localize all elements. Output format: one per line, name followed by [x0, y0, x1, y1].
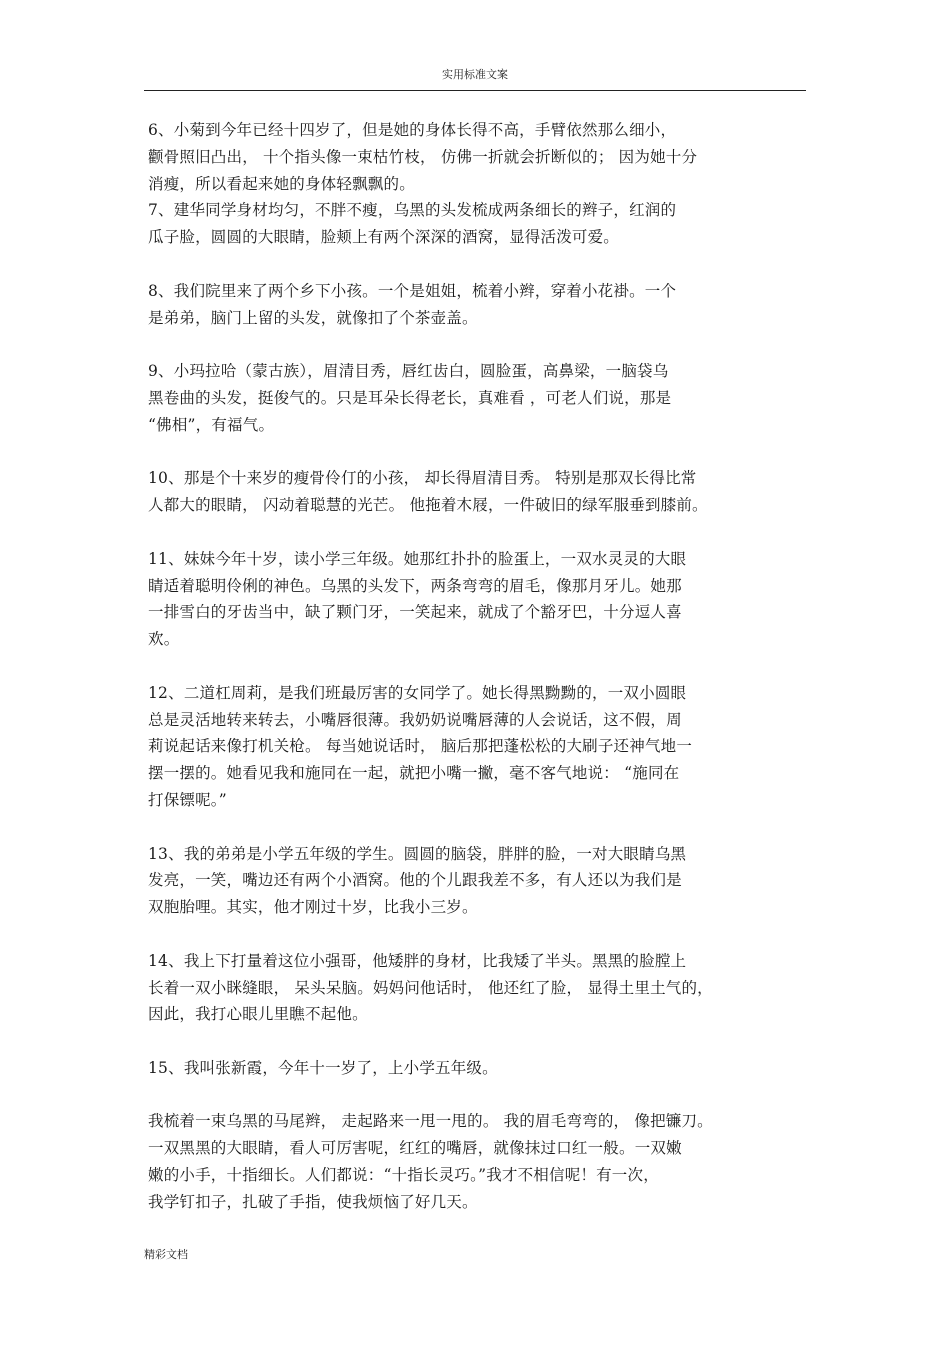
paragraph-line: 8、我们院里来了两个乡下小孩。一个是姐姐，梳着小辫，穿着小花褂。一个 [148, 281, 677, 300]
paragraph-line: 瓜子脸，圆圆的大眼睛，脸颊上有两个深深的酒窝，显得活泼可爱。 [148, 228, 620, 247]
paragraph [148, 546, 798, 653]
paragraph-line: 一排雪白的牙齿当中，缺了颗门牙，一笑起来，就成了个豁牙巴，十分逗人喜 [148, 603, 682, 622]
paragraph-line: 睛适着聪明伶俐的神色。乌黑的头发下，两条弯弯的眉毛，像那月牙儿。她那 [148, 576, 682, 595]
paragraph-spacer [148, 921, 798, 948]
paragraph-line: 莉说起话来像打机关枪。 每当她说话时， 脑后那把蓬松松的大刷子还神气地一 [148, 737, 693, 756]
paragraph-line: 是弟弟，脑门上留的头发，就像扣了个茶壶盖。 [148, 308, 478, 327]
paragraph-line: 发亮，一笑，嘴边还有两个小酒窝。他的个儿跟我差不多，有人还以为我们是 [148, 871, 682, 890]
paragraph [148, 197, 798, 251]
paragraph-line: 一双黑黑的大眼睛，看人可厉害呢，红红的嘴唇，就像抹过口红一般。一双嫩 [148, 1139, 682, 1158]
paragraph-line: 我学钉扣子，扎破了手指，使我烦恼了好几天。 [148, 1192, 478, 1211]
paragraph [148, 278, 798, 332]
paragraph-line: 15、我叫张新霞，今年十一岁了，上小学五年级。 [148, 1058, 498, 1077]
paragraph-line: 9、小玛拉哈（蒙古族），眉清目秀，唇红齿白，圆脸蛋，高鼻梁，一脑袋乌 [148, 362, 669, 381]
paragraph [148, 1055, 798, 1082]
paragraph-line: 颧骨照旧凸出， 十个指头像一束枯竹枝， 仿佛一折就会折断似的； 因为她十分 [148, 147, 698, 166]
paragraph-spacer [148, 814, 798, 841]
paragraph-line: 打保镖呢。” [148, 790, 227, 809]
paragraph [148, 841, 798, 921]
paragraph-line: 欢。 [148, 630, 180, 649]
paragraph-line: 10、那是个十来岁的瘦骨伶仃的小孩， 却长得眉清目秀。 特别是那双长得比常 [148, 469, 697, 488]
paragraph-spacer [148, 519, 798, 546]
paragraph [148, 948, 798, 1028]
paragraph-line: 消瘦，所以看起来她的身体轻飘飘的。 [148, 174, 415, 193]
page-header: 实用标准文案 [442, 68, 508, 81]
paragraph-spacer [148, 653, 798, 680]
paragraph-line: 13、我的弟弟是小学五年级的学生。圆圆的脑袋，胖胖的脸，一对大眼睛乌黑 [148, 844, 687, 863]
paragraph-line: 双胞胎哩。其实，他才刚过十岁，比我小三岁。 [148, 898, 478, 917]
paragraph-line: 嫩的小手，十指细长。人们都说：“十指长灵巧。”我才不相信呢！有一次， [148, 1166, 659, 1185]
paragraph-line: 12、二道杠周莉，是我们班最厉害的女同学了。她长得黑黝黝的，一双小圆眼 [148, 683, 687, 702]
paragraph-line: 11、妹妹今年十岁，读小学三年级。她那红扑扑的脸蛋上，一双水灵灵的大眼 [148, 549, 687, 568]
paragraph-spacer [148, 1028, 798, 1055]
paragraph [148, 1108, 798, 1215]
paragraph [148, 465, 798, 519]
paragraph-line: 我梳着一束乌黑的马尾辫， 走起路来一甩一甩的。 我的眉毛弯弯的， 像把镰刀。 [148, 1112, 713, 1131]
paragraph [148, 358, 798, 438]
paragraph-spacer [148, 1082, 798, 1109]
paragraph-line: 14、我上下打量着这位小强哥，他矮胖的身材，比我矮了半头。黑黑的脸膛上 [148, 951, 687, 970]
paragraph-line: 黑卷曲的头发，挺俊气的。只是耳朵长得老长，真难看 ，可老人们说，那是 [148, 388, 672, 407]
paragraph [148, 680, 798, 814]
header-rule [144, 90, 806, 91]
paragraph-line: “佛相”，有福气。 [148, 415, 275, 434]
paragraph-line: 总是灵活地转来转去，小嘴唇很薄。我奶奶说嘴唇薄的人会说话，这不假，周 [148, 710, 682, 729]
paragraph-spacer [148, 439, 798, 466]
paragraph-line: 人都大的眼睛， 闪动着聪慧的光芒。 他拖着木屐，一件破旧的绿军服垂到膝前。 [148, 496, 708, 515]
paragraph-line: 长着一双小眯缝眼， 呆头呆脑。妈妈问他话时， 他还红了脸， 显得土里土气的， [148, 978, 713, 997]
paragraph-spacer [148, 251, 798, 278]
page-footer: 精彩文档 [144, 1248, 188, 1261]
document-body [148, 117, 798, 1216]
paragraph-line: 因此，我打心眼儿里瞧不起他。 [148, 1005, 368, 1024]
paragraph-line: 摆一摆的。她看见我和施同在一起，就把小嘴一撇，毫不客气地说： “施同在 [148, 764, 680, 783]
paragraph [148, 117, 798, 197]
paragraph-spacer [148, 331, 798, 358]
paragraph-line: 6、小菊到今年已经十四岁了，但是她的身体长得不高，手臂依然那么细小， [148, 121, 677, 139]
paragraph-line: 7、建华同学身材均匀，不胖不瘦，乌黑的头发梳成两条细长的辫子，红润的 [148, 201, 677, 220]
